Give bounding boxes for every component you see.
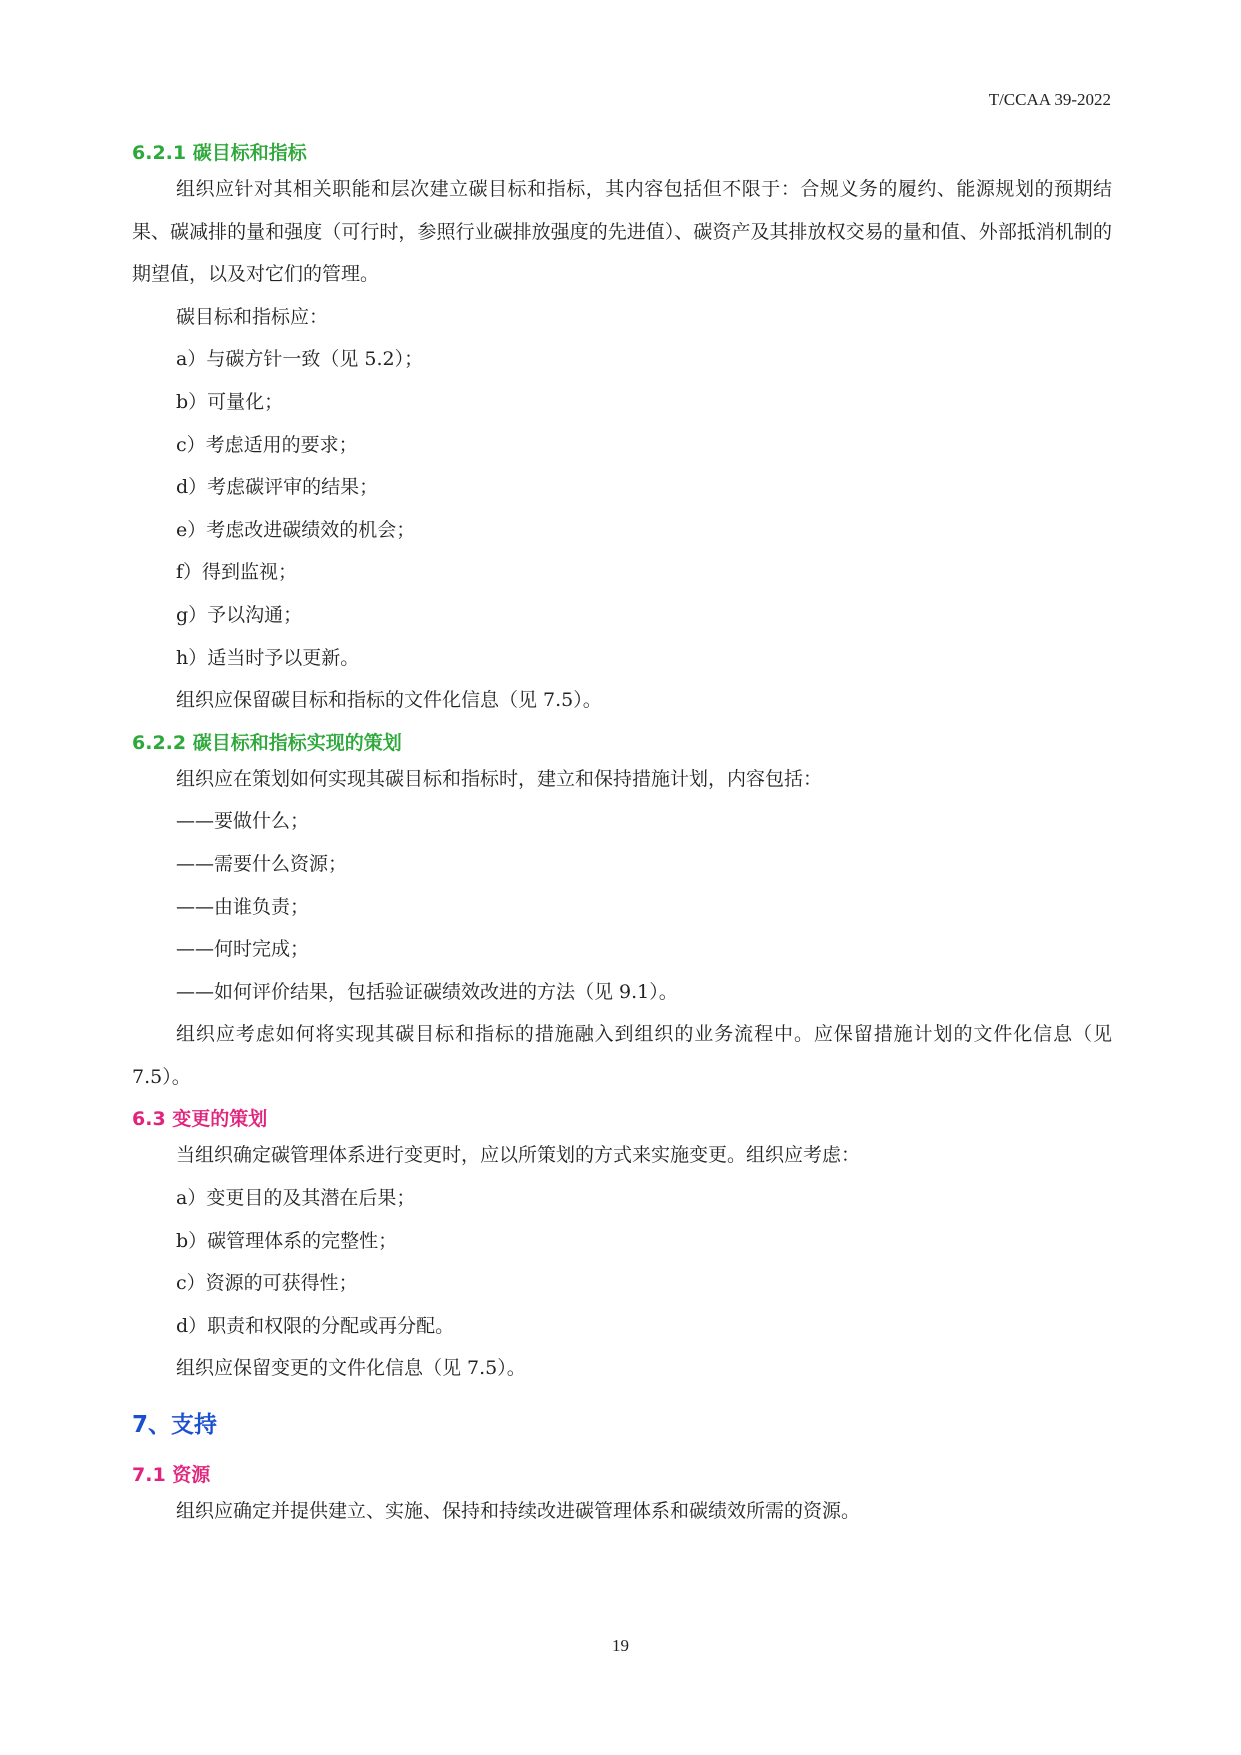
list-item: ——需要什么资源； (176, 852, 348, 875)
section-6-2-1-intro: 组织应针对其相关职能和层次建立碳目标和指标，其内容包括但不限于：合规义务的履约、能源规划的预期结果、碳减排的量和强度（可行时，参照行业碳排放强度的先进值）、碳资产及其排放权交易的量和值、外部抵消机制的期望值，以及对它们的管理。 (132, 178, 1112, 286)
section-6-3-intro: 当组织确定碳管理体系进行变更时，应以所策划的方式来实施变更。组织应考虑： (176, 1144, 861, 1167)
list-item: g）予以沟通； (176, 603, 303, 626)
list-item: a）变更目的及其潜在后果； (176, 1187, 416, 1210)
page-number: 19 (612, 1636, 629, 1655)
section-7-1-heading: 7.1 资源 (132, 1464, 211, 1487)
section-6-2-1-closing: 组织应保留碳目标和指标的文件化信息（见 7.5）。 (176, 689, 602, 712)
list-item: c）考虑适用的要求； (176, 433, 358, 456)
section-6-3-closing: 组织应保留变更的文件化信息（见 7.5）。 (176, 1357, 526, 1380)
list-item: ——如何评价结果，包括验证碳绩效改进的方法（见 9.1）。 (176, 980, 678, 1003)
list-item: a）与碳方针一致（见 5.2）； (176, 348, 424, 371)
list-item: h）适当时予以更新。 (176, 646, 360, 669)
section-6-2-2-intro: 组织应在策划如何实现其碳目标和指标时，建立和保持措施计划，内容包括： (176, 767, 823, 790)
list-item: b）碳管理体系的完整性； (176, 1229, 398, 1252)
section-6-2-2-heading: 6.2.2 碳目标和指标实现的策划 (132, 731, 402, 754)
document-code: T/CCAA 39-2022 (988, 90, 1111, 109)
list-item: ——何时完成； (176, 938, 310, 961)
list-item: f）得到监视； (176, 561, 298, 584)
list-item: ——由谁负责； (176, 895, 310, 918)
page-content (132, 138, 1112, 1533)
section-6-2-1-heading: 6.2.1 碳目标和指标 (132, 142, 307, 164)
section-7-1-text: 组织应确定并提供建立、实施、保持和持续改进碳管理体系和碳绩效所需的资源。 (176, 1500, 861, 1523)
list-item: c）资源的可获得性； (176, 1272, 358, 1295)
list-item: d）职责和权限的分配或再分配。 (176, 1314, 455, 1337)
section-7-heading: 7、支持 (132, 1412, 218, 1439)
list-item: e）考虑改进碳绩效的机会； (176, 518, 416, 541)
section-6-2-2-closing: 组织应考虑如何将实现其碳目标和指标的措施融入到组织的业务流程中。应保留措施计划的文件化信息（见 7.5）。 (132, 1023, 1112, 1088)
section-6-3-heading: 6.3 变更的策划 (132, 1108, 268, 1131)
list-item: d）考虑碳评审的结果； (176, 476, 379, 499)
list-item: b）可量化； (176, 390, 284, 413)
section-6-2-1-lead: 碳目标和指标应： (176, 305, 329, 328)
list-item: ——要做什么； (176, 810, 310, 833)
